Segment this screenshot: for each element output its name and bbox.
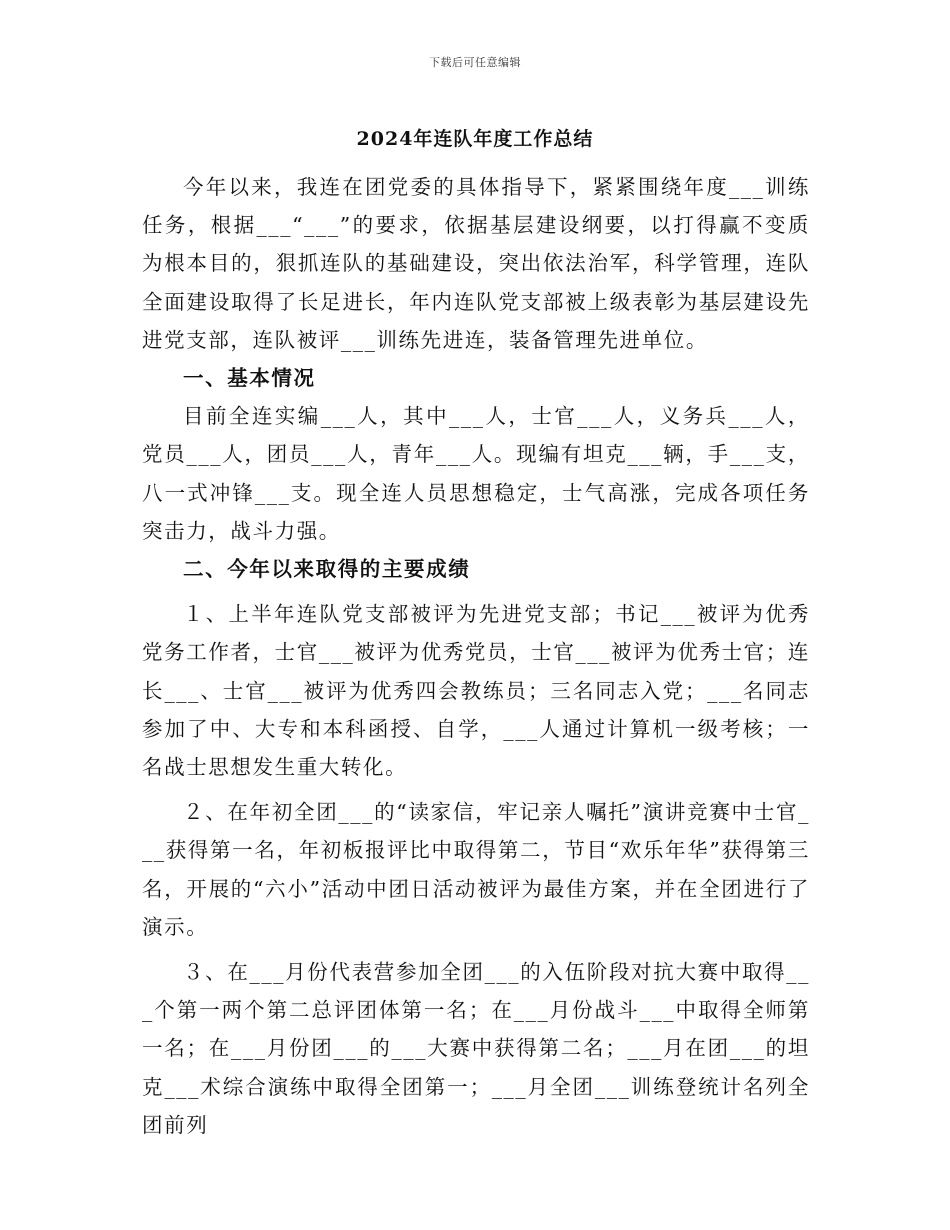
section-heading-basic: 一、基本情况 <box>183 366 316 391</box>
achievement-item-1: １、上半年连队党支部被评为先进党支部；书记___被评为优秀党务工作者，士官___被评为优秀党员，士官___被评为优秀士官；连长___、士官___被评为优秀四会教练员；三名同志入党；___名同志参加了中、大专和本科函授、自学，___人通过计算机一级考核；一名战士思想发生重大转化。 <box>142 602 810 780</box>
intro-paragraph: 今年以来，我连在团党委的具体指导下，紧紧围绕年度___训练任务，根据___“___”的要求，依据基层建设纲要，以打得赢不变质为根本目的，狠抓连队的基础建设，突出依法治军，科学管理，连队全面建设取得了长足进长，年内连队党支部被上级表彰为基层建设先进党支部，连队被评___训练先进连，装备管理先进单位。 <box>142 175 810 352</box>
document-body <box>142 168 810 1144</box>
basic-situation-paragraph: 目前全连实编___人，其中___人，士官___人，义务兵___人，党员___人，团员___人，青年___人。现编有坦克___辆，手___支，八一式冲锋___支。现全连人员思想稳定，士气高涨，完成各项任务突击力，战斗力强。 <box>142 404 810 543</box>
section-heading-achievements: 二、今年以来取得的主要成绩 <box>183 557 471 582</box>
achievement-item-2: ２、在年初全团___的“读家信，牢记亲人嘱托”演讲竞赛中士官___获得第一名，年初板报评比中取得第二，节目“欢乐年华”获得第三名，开展的“六小”活动中团日活动被评为最佳方案，并在全团进行了演示。 <box>142 800 810 939</box>
document-title: 2024年连队年度工作总结 <box>356 128 594 150</box>
achievement-item-3: ３、在___月份代表营参加全团___的入伍阶段对抗大赛中取得___个第一两个第二总评团体第一名；在___月份战斗___中取得全师第一名；在___月份团___的___大赛中获得第二名；___月在团___的坦克___术综合演练中取得全团第一；___月全团___训练登统计名列全团前列 <box>142 960 810 1137</box>
header-note: 下载后可任意编辑 <box>429 56 521 69</box>
